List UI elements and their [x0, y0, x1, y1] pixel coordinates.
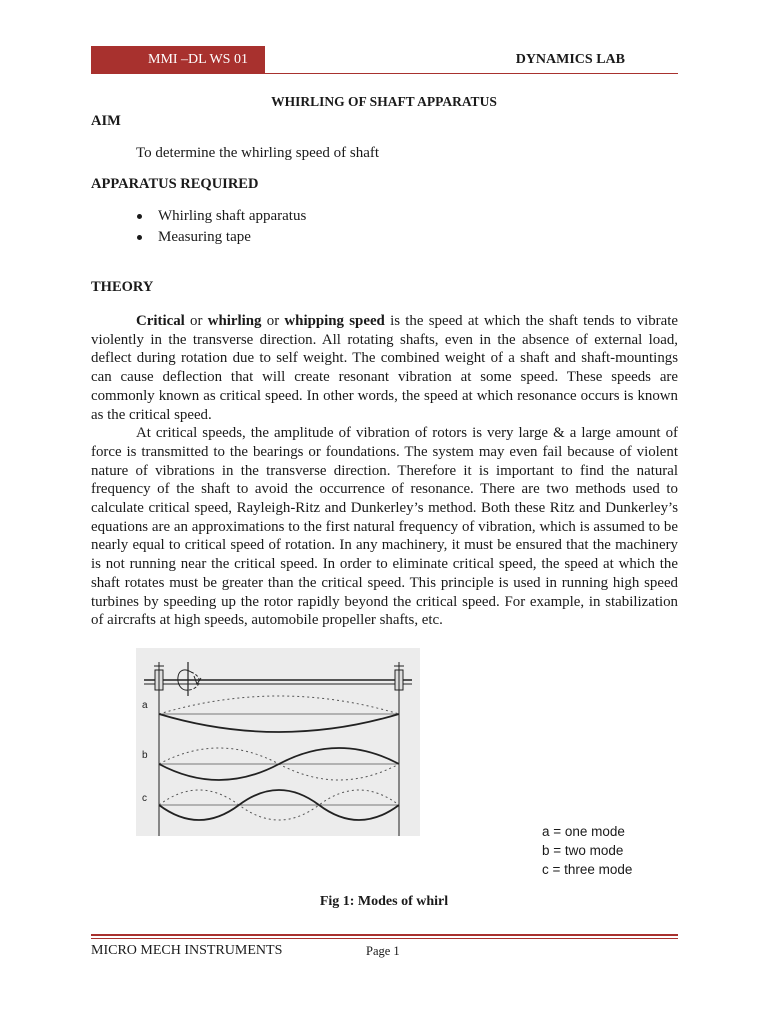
- aim-text: To determine the whirling speed of shaft: [136, 145, 380, 161]
- row-label-b: b: [142, 750, 148, 761]
- theory-heading: THEORY: [91, 279, 154, 295]
- apparatus-list: [136, 206, 306, 248]
- theory-paragraph: [91, 312, 678, 424]
- header-rule: [265, 73, 678, 74]
- term-whipping-speed: whipping speed: [284, 313, 385, 329]
- footer-rule: [91, 934, 678, 936]
- term-critical: Critical: [136, 313, 185, 329]
- legend-item: c = three mode: [542, 862, 633, 877]
- page-number: Page 1: [366, 944, 400, 958]
- apparatus-heading: APPARATUS REQUIRED: [91, 176, 259, 192]
- figure-legend: [542, 822, 632, 879]
- legend-item: b = two mode: [542, 843, 624, 858]
- text-run: or: [261, 313, 285, 329]
- whirl-modes-figure: [136, 648, 420, 836]
- row-label-c: c: [142, 793, 147, 804]
- aim-heading: AIM: [91, 113, 121, 129]
- text-run: is the speed at which the shaft tends to vibrate violently in the transverse direction. All rotating shafts, even in the absence of external load, deflect during rotation due to self weight. The combined weight of a shaft and shaft-mountings can cause deflection that will create resonant vibration at some speed. These speeds are commonly known as critical speed. In other words, the speed at which resonance occurs is known as the critical speed.: [91, 313, 678, 423]
- header-code: MMI –DL WS 01: [148, 52, 248, 67]
- apparatus-item: Whirling shaft apparatus: [136, 206, 306, 227]
- theory-body: [91, 312, 678, 630]
- mode-a-curve: [159, 714, 399, 732]
- document-title: WHIRLING OF SHAFT APPARATUS: [271, 94, 497, 109]
- mode-a-dotted: [159, 696, 399, 714]
- footer-company: MICRO MECH INSTRUMENTS: [91, 943, 283, 958]
- theory-paragraph: At critical speeds, the amplitude of vibration of rotors is very large & a large amount of force is transmitted to the bearings or foundations. The system may even fail because of violent nature of vibrations in the transverse direction. Therefore it is important to find the natural frequency of the shaft to avoid the occurrence of resonance. There are two methods used to calculate critical speed, Rayleigh-Ritz and Dunkerley’s method. Both these Ritz and Dunkerley’s equations are an approximations to the first natural frequency of vibration, which is assumed to be nearly equal to critical speed of rotation. In any machinery, it must be ensured that the machinery is not running near the critical speed. In order to eliminate critical speed, the speed at which the shaft rotates must be greater than the critical speed. This principle is used in running high speed turbines by speeding up the rotor rapidly beyond the critical speed. For example, in stabilization of aircrafts at high speeds, automobile propeller shafts, etc.: [91, 425, 678, 629]
- legend-item: a = one mode: [542, 824, 625, 839]
- footer-rule: [91, 938, 678, 939]
- header-lab-name: DYNAMICS LAB: [515, 52, 625, 67]
- row-label-a: a: [142, 700, 148, 711]
- apparatus-item: Measuring tape: [136, 227, 306, 248]
- header-code-box: [91, 46, 265, 74]
- term-whirling: whirling: [207, 313, 262, 329]
- whirl-modes-diagram: [136, 648, 420, 836]
- figure-caption: Fig 1: Modes of whirl: [319, 894, 449, 909]
- text-run: or: [184, 313, 208, 329]
